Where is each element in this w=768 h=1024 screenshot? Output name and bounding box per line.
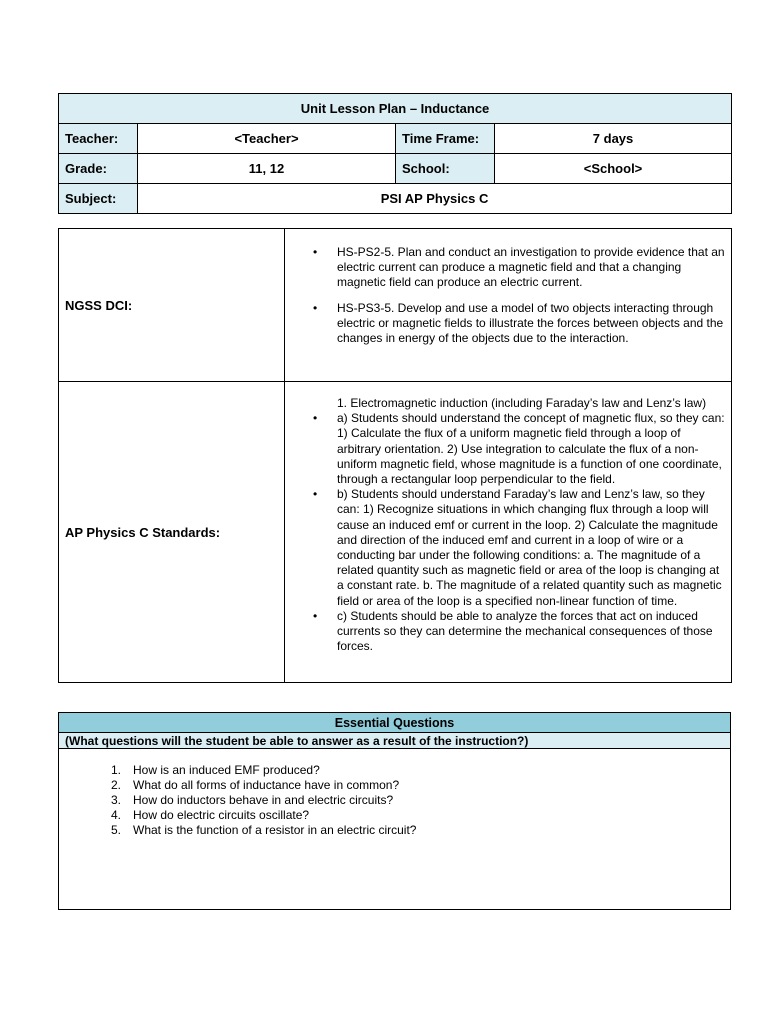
- question-number: 2.: [111, 778, 122, 792]
- ngss-item: [285, 301, 731, 347]
- timeframe-value: 7 days: [495, 124, 732, 154]
- subject-label: Subject:: [59, 184, 138, 214]
- teacher-value: <Teacher>: [138, 124, 396, 154]
- ngss-label: NGSS DCI:: [59, 229, 285, 382]
- question-number: 4.: [111, 808, 122, 822]
- grade-label: Grade:: [59, 154, 138, 184]
- list-item: [59, 808, 730, 823]
- teacher-label: Teacher:: [59, 124, 138, 154]
- ngss-item-text: HS-PS2-5. Plan and conduct an investigation to provide evidence that an electric current can produce a magnetic field and that a changing magnetic field can produce an electric current.: [337, 245, 725, 290]
- ngss-item-text: HS-PS3-5. Develop and use a model of two objects interacting through electric or magnetic fields to illustrate the forces between objects and the changes in energy of the objects due to the interaction.: [337, 300, 724, 346]
- essential-questions-list: [59, 749, 731, 910]
- question-text: How is an induced EMF produced?: [133, 763, 320, 777]
- school-value: <School>: [495, 154, 732, 184]
- list-item: [59, 823, 730, 838]
- essential-questions-table: [58, 712, 731, 910]
- ap-intro: 1. Electromagnetic induction (including Faraday’s law and Lenz’s law): [337, 396, 707, 410]
- standards-table: [58, 228, 732, 683]
- lesson-plan-title: Unit Lesson Plan – Inductance: [59, 94, 732, 124]
- bullet-icon: •: [313, 487, 318, 502]
- ap-item: [285, 609, 731, 655]
- question-text: How do electric circuits oscillate?: [133, 808, 310, 822]
- question-number: 3.: [111, 793, 122, 807]
- ap-item: [285, 411, 731, 487]
- list-item: [59, 778, 730, 793]
- ap-standards-cell: [285, 382, 732, 683]
- bullet-icon: •: [313, 245, 318, 259]
- timeframe-label: Time Frame:: [396, 124, 495, 154]
- list-item: [59, 763, 730, 778]
- question-text: How do inductors behave in and electric circuits?: [133, 793, 394, 807]
- bullet-icon: •: [313, 411, 318, 426]
- list-item: [59, 793, 730, 808]
- lesson-info-table: [58, 93, 732, 214]
- ngss-cell: [285, 229, 732, 382]
- bullet-icon: •: [313, 300, 318, 315]
- question-number: 1.: [111, 763, 122, 777]
- ap-item: [285, 487, 731, 609]
- question-number: 5.: [111, 823, 122, 837]
- bullet-icon: •: [313, 608, 318, 623]
- ap-item-text: c) Students should be able to analyze the forces that act on induced currents so they can determine the mechanical consequences of those forces.: [337, 608, 713, 654]
- subject-value: PSI AP Physics C: [138, 184, 732, 214]
- ap-item-text: b) Students should understand Faraday’s law and Lenz’s law, so they can: 1) Recognize situations in which changing flux through a loop will cause an induced emf or current in the loop. 2) Calculate the magnitude and direction of the induced emf and current in a loop of wire or a conducting bar under the following conditions: a. The magnitude of a related quantity such as magnetic field or area of the loop is changing at a constant rate. b. The magnitude of a related quantity such as magnetic field or area of the loop is a specified non-linear function of time.: [337, 487, 722, 608]
- ap-item-text: a) Students should understand the concept of magnetic flux, so they can: 1) Calculate the flux of a uniform magnetic field through a loop of arbitrary orientation. 2) Use integration to calculate the flux of a non-uniform magnetic field, whose magnitude is a function of one coordinate, through a rectangular loop perpendicular to the field.: [337, 411, 725, 487]
- question-text: What do all forms of inductance have in common?: [133, 778, 400, 792]
- grade-value: 11, 12: [138, 154, 396, 184]
- essential-questions-title: Essential Questions: [59, 713, 731, 733]
- question-text: What is the function of a resistor in an electric circuit?: [133, 823, 417, 837]
- school-label: School:: [396, 154, 495, 184]
- essential-questions-subtitle: (What questions will the student be able to answer as a result of the instruction?): [59, 733, 731, 749]
- ngss-item: [285, 245, 731, 291]
- ap-standards-label: AP Physics C Standards:: [59, 382, 285, 683]
